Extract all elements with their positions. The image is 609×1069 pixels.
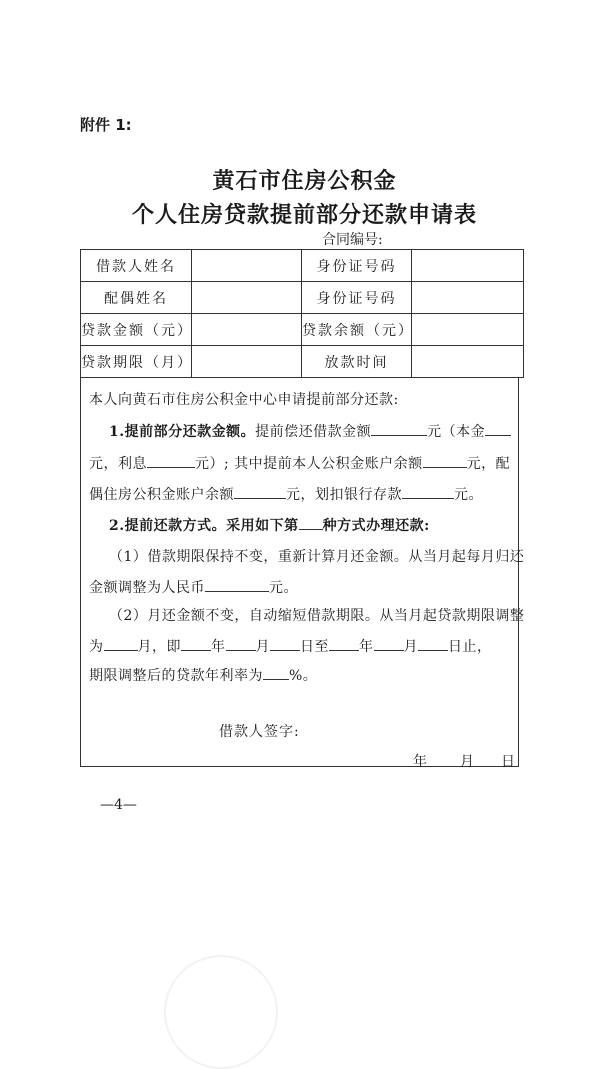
option2-line1: （2）月还金额不变，自动缩短借款期限。从当月起贷款期限调整 [109, 608, 525, 624]
spouse-id-field[interactable] [412, 282, 524, 314]
date-month: 月 [460, 754, 475, 770]
loan-term-label: 贷款期限（月） [81, 346, 192, 378]
option2-yue2: 月 [255, 639, 270, 655]
disbursement-time-field[interactable] [412, 346, 524, 378]
section1-line1 [109, 421, 511, 441]
option2-yue3: 月 [403, 639, 418, 655]
term-months-blank[interactable] [104, 636, 138, 651]
option1-line2 [89, 577, 298, 597]
loan-term-field[interactable] [192, 346, 302, 378]
option2-nian1: 年 [211, 639, 226, 655]
principal-blank[interactable] [485, 421, 511, 436]
option2-line2 [89, 636, 492, 656]
spouse-id-label: 身份证号码 [302, 282, 412, 314]
option2-ri2: 日止， [448, 639, 492, 655]
end-day-blank[interactable] [418, 636, 448, 651]
borrower-id-label: 身份证号码 [302, 250, 412, 282]
section1-text-d: 元）; 其中提前本人公积金账户余额 [195, 456, 423, 472]
intro-text: 本人向黄石市住房公积金中心申请提前部分还款: [89, 392, 399, 408]
table-row [81, 282, 524, 314]
bank-deposit-blank[interactable] [402, 484, 454, 499]
start-day-blank[interactable] [270, 636, 300, 651]
attachment-label: 附件 1: [80, 116, 132, 134]
own-account-blank[interactable] [423, 453, 467, 468]
section1-line3 [89, 484, 483, 504]
section1-line2 [89, 453, 510, 473]
method-choice-blank[interactable] [299, 515, 323, 530]
page-number: —4— [100, 797, 137, 813]
loan-balance-label: 贷款余额（元） [302, 314, 412, 346]
section2-text-a: 2.提前还款方式。采用如下第 [109, 518, 299, 534]
table-row [81, 314, 524, 346]
loan-amount-label: 贷款金额（元） [81, 314, 192, 346]
applicant-info-table [80, 249, 524, 378]
borrower-name-label: 借款人姓名 [81, 250, 192, 282]
option1-text-c: 元。 [269, 580, 298, 596]
loan-amount-field[interactable] [192, 314, 302, 346]
option2-rate-text: 期限调整后的贷款年利率为 [89, 668, 263, 684]
section1-text-h: 元。 [454, 487, 483, 503]
date-year: 年 [413, 754, 428, 770]
borrower-name-field[interactable] [192, 250, 302, 282]
loan-balance-field[interactable] [412, 314, 524, 346]
start-year-blank[interactable] [181, 636, 211, 651]
form-title-line2: 个人住房贷款提前部分还款申请表 [131, 202, 477, 228]
section1-text-e: 元，配 [466, 456, 511, 472]
option2-nian2: 年 [359, 639, 374, 655]
spouse-account-blank[interactable] [234, 484, 286, 499]
section1-heading: 1.提前部分还款金额。 [109, 424, 256, 440]
date-day: 日 [501, 754, 516, 770]
disbursement-time-label: 放款时间 [302, 346, 412, 378]
borrower-signature-label: 借款人签字: [219, 724, 300, 740]
section1-text-a: 提前偿还借款金额 [255, 424, 372, 440]
section2-line [109, 515, 430, 535]
table-row [81, 250, 524, 282]
total-amount-blank[interactable] [371, 421, 427, 436]
section1-text-b: 元（本金 [427, 424, 486, 440]
spouse-name-field[interactable] [192, 282, 302, 314]
annual-rate-blank[interactable] [263, 665, 289, 680]
faint-stamp-mark [164, 955, 278, 1069]
section2-text-b: 种方式办理还款: [322, 518, 430, 534]
option2-yue1: 月，即 [137, 639, 181, 655]
option2-line3 [89, 665, 317, 685]
option1-text-b: 金额调整为人民币 [89, 580, 205, 596]
option2-rate-suffix: %。 [289, 668, 318, 684]
option2-wei: 为 [89, 639, 104, 655]
section1-text-c: 元，利息 [89, 456, 147, 472]
start-month-blank[interactable] [226, 636, 256, 651]
section1-text-g: 元，划扣银行存款 [286, 487, 402, 503]
option2-ri1: 日至 [300, 639, 329, 655]
application-body [80, 377, 525, 770]
end-year-blank[interactable] [329, 636, 359, 651]
option1-line1: （1）借款期限保持不变，重新计算月还金额。从当月起每月归还 [109, 549, 525, 565]
borrower-id-field[interactable] [412, 250, 524, 282]
contract-number-label: 合同编号: [322, 232, 383, 248]
spouse-name-label: 配偶姓名 [81, 282, 192, 314]
form-title-line1: 黄石市住房公积金 [212, 168, 397, 194]
end-month-blank[interactable] [374, 636, 404, 651]
table-row [81, 346, 524, 378]
interest-blank[interactable] [147, 453, 195, 468]
monthly-amount-blank[interactable] [205, 577, 269, 592]
section1-text-f: 偶住房公积金账户余额 [89, 487, 234, 503]
